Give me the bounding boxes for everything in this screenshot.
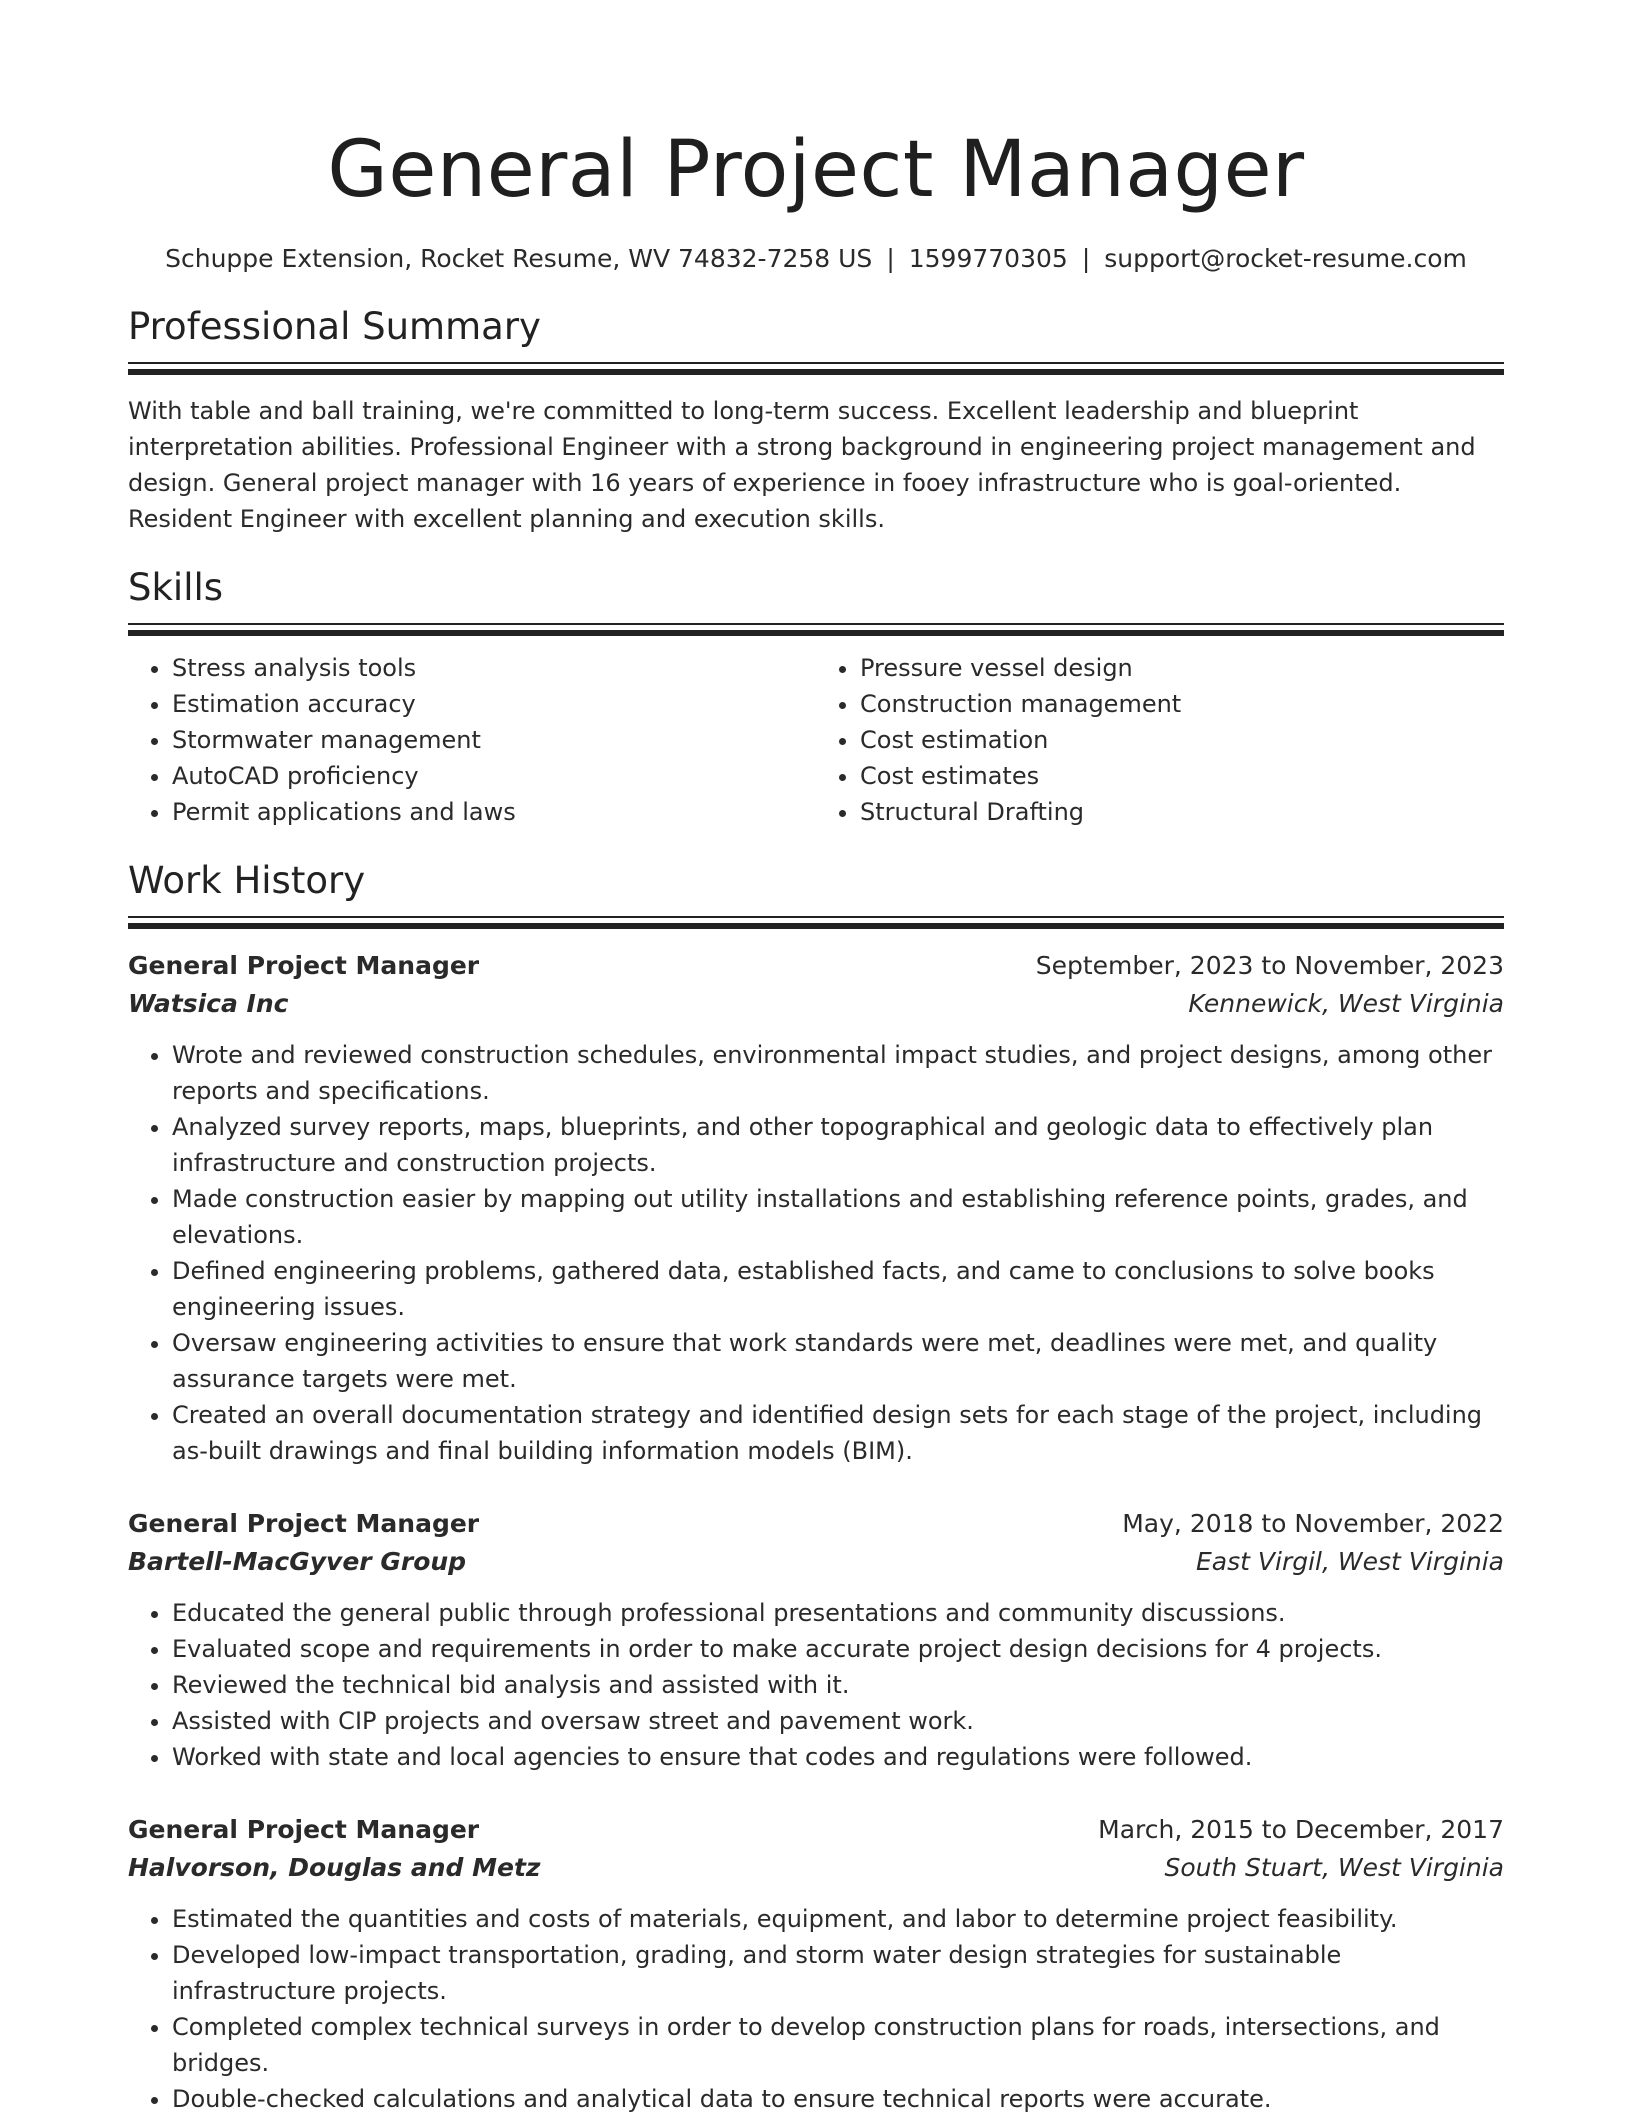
job-dates: September, 2023 to November, 2023 — [1035, 951, 1504, 980]
resume-name: General Project Manager — [327, 125, 1305, 215]
job-location: Kennewick, West Virginia — [1188, 989, 1504, 1018]
job-bullet: • Created an overall documentation strategy and identified design sets for each stage of the project, including as-built drawings and final building information models (BIM). — [172, 1397, 1504, 1469]
contact-line — [128, 242, 1504, 276]
job-bullet: • Assisted with CIP projects and oversaw street and pavement work. — [172, 1703, 1504, 1739]
job-company-row — [128, 1849, 1504, 1887]
job-company: Bartell-MacGyver Group — [128, 1547, 467, 1576]
job-company: Halvorson, Douglas and Metz — [128, 1853, 541, 1882]
job-bullet: • Made construction easier by mapping out utility installations and establishing reference points, grades, and elevations. — [172, 1181, 1504, 1253]
job-title: General Project Manager — [128, 951, 480, 980]
job-bullet: • Evaluated scope and requirements in order to make accurate project design decisions for 4 projects. — [172, 1631, 1504, 1667]
skill-item: • Cost estimation — [860, 722, 1504, 758]
job-title: General Project Manager — [128, 1815, 480, 1844]
skill-item: • Permit applications and laws — [172, 794, 816, 830]
section-divider-thick — [128, 630, 1504, 636]
job-bullets — [128, 1595, 1504, 1775]
skills-column-left — [128, 650, 816, 830]
job-bullets — [128, 1037, 1504, 1469]
skill-item: • Structural Drafting — [860, 794, 1504, 830]
job-bullet: • Estimated the quantities and costs of materials, equipment, and labor to determine project feasibility. — [172, 1901, 1504, 1937]
section-divider-thick — [128, 369, 1504, 375]
job-title: General Project Manager — [128, 1509, 480, 1538]
contact-address: Schuppe Extension, Rocket Resume, WV 74832-7258 US — [165, 244, 873, 273]
skills-section — [128, 565, 1504, 830]
skill-item: • Estimation accuracy — [172, 686, 816, 722]
job-entry — [128, 947, 1504, 1469]
contact-separator: | — [1081, 244, 1091, 273]
skill-item: • Cost estimates — [860, 758, 1504, 794]
skill-item: • Pressure vessel design — [860, 650, 1504, 686]
skills-list — [128, 650, 1504, 830]
skill-item: • Stress analysis tools — [172, 650, 816, 686]
job-dates: May, 2018 to November, 2022 — [1122, 1509, 1504, 1538]
section-divider — [128, 623, 1504, 625]
summary-section — [128, 304, 1504, 537]
job-bullet: • Educated the general public through professional presentations and community discussions. — [172, 1595, 1504, 1631]
job-header-row — [128, 947, 1504, 985]
job-bullet: • Wrote and reviewed construction schedules, environmental impact studies, and project designs, among other reports and specifications. — [172, 1037, 1504, 1109]
job-bullet: • Double-checked calculations and analytical data to ensure technical reports were accurate. — [172, 2081, 1504, 2117]
job-bullet: • Worked with state and local agencies to ensure that codes and regulations were followed. — [172, 1739, 1504, 1775]
job-bullet: • Analyzed survey reports, maps, blueprints, and other topographical and geologic data to effectively plan infrastructure and construction projects. — [172, 1109, 1504, 1181]
section-divider — [128, 916, 1504, 918]
job-bullet: • Reviewed the technical bid analysis and assisted with it. — [172, 1667, 1504, 1703]
job-entry — [128, 1505, 1504, 1775]
skill-item: • AutoCAD proficiency — [172, 758, 816, 794]
job-bullet: • Developed low-impact transportation, grading, and storm water design strategies for sustainable infrastructure projects. — [172, 1937, 1504, 2009]
contact-separator: | — [886, 244, 895, 273]
work-history-heading: Work History — [128, 859, 366, 902]
contact-phone: 1599770305 — [908, 244, 1068, 273]
section-divider-thick — [128, 923, 1504, 929]
job-bullet: • Defined engineering problems, gathered data, established facts, and came to conclusions to solve books engineering issues. — [172, 1253, 1504, 1325]
job-location: East Virgil, West Virginia — [1196, 1547, 1504, 1576]
job-bullets — [128, 1901, 1504, 2117]
skill-item: • Construction management — [860, 686, 1504, 722]
skill-item: • Stormwater management — [172, 722, 816, 758]
skills-column-right — [816, 650, 1504, 830]
contact-email: support@rocket-resume.com — [1104, 244, 1467, 273]
skills-heading: Skills — [128, 566, 224, 609]
job-bullet: • Oversaw engineering activities to ensure that work standards were met, deadlines were met, and quality assurance targets were met. — [172, 1325, 1504, 1397]
job-company-row — [128, 1543, 1504, 1581]
job-bullet: • Completed complex technical surveys in order to develop construction plans for roads, intersections, and bridges. — [172, 2009, 1504, 2081]
job-company: Watsica Inc — [128, 989, 289, 1018]
section-divider — [128, 362, 1504, 364]
job-dates: March, 2015 to December, 2017 — [1098, 1815, 1504, 1844]
job-location: South Stuart, West Virginia — [1164, 1853, 1504, 1882]
job-header-row — [128, 1811, 1504, 1849]
summary-heading: Professional Summary — [128, 305, 541, 348]
summary-text: With table and ball training, we're committed to long-term success. Excellent leadership and blueprint interpretation abilities. Professional Engineer with a strong background in engineering project management and design. General project manager with 16 years of experience in fooey infrastructure who is goal-oriented. Resident Engineer with excellent planning and execution skills. — [128, 397, 1476, 533]
job-header-row — [128, 1505, 1504, 1543]
job-entry — [128, 1811, 1504, 2117]
work-history-section — [128, 858, 1504, 2117]
job-company-row — [128, 985, 1504, 1023]
